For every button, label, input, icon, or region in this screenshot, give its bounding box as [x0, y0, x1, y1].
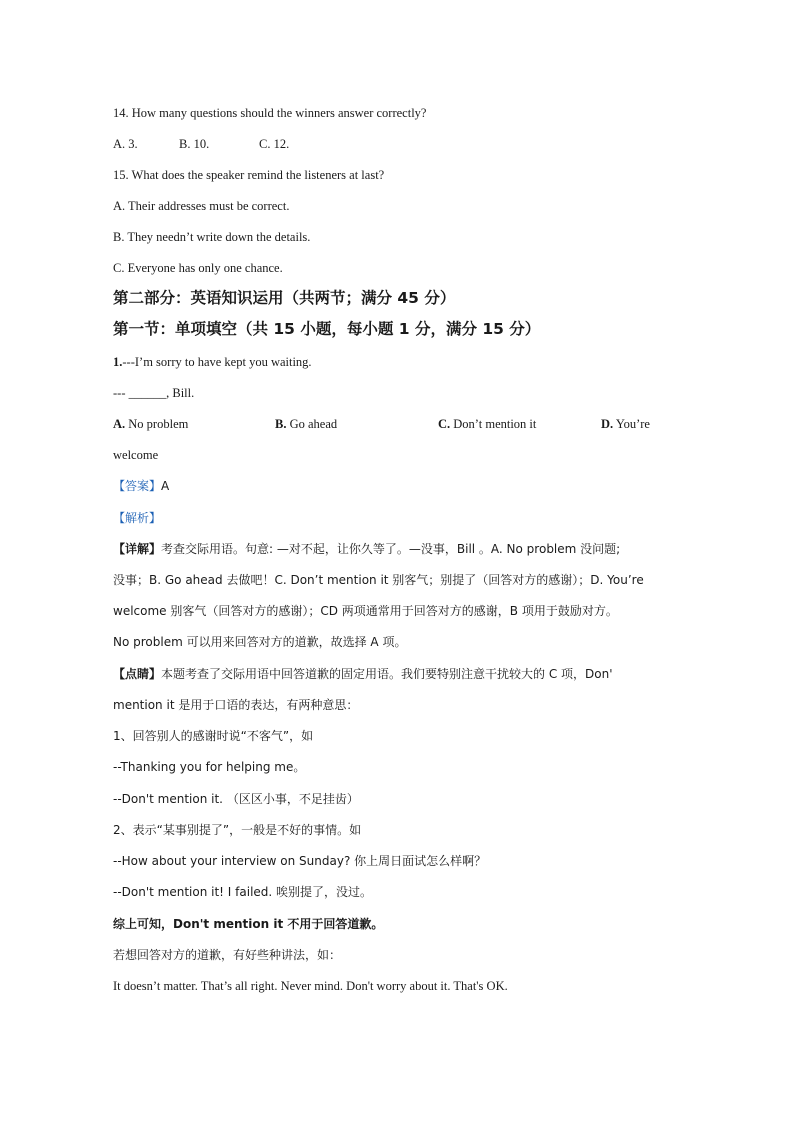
detail-line-2: 没事；B. Go ahead 去做吧！C. Don’t mention it 别客气；别提了（回答对方的感谢）；D. You’re [113, 573, 644, 587]
answer-value: A [161, 479, 170, 493]
meaning-2-example-2: --Don't mention it! I failed. 唉别提了，没过。 [113, 885, 373, 899]
detail-line-1: 【详解】考查交际用语。句意: —对不起，让你久等了。—没事，Bill 。A. No problem 没问题; [113, 542, 621, 556]
q1-option-c: C. Don’t mention it [438, 417, 537, 431]
q1-option-b: B. Go ahead [275, 417, 338, 431]
question-1-prompt: ---I’m sorry to have kept you waiting. [122, 355, 312, 369]
question-1-line2: --- ______, Bill. [113, 386, 195, 400]
q14-option-b: B. 10. [179, 137, 210, 151]
q14-option-a: A. 3. [113, 137, 138, 151]
q1-option-d-continued: welcome [113, 448, 159, 462]
answer-tag: 【答案】 [113, 479, 162, 493]
q14-option-c: C. 12. [259, 137, 290, 151]
meaning-2-example-1: --How about your interview on Sunday? 你上周日面试怎么样啊？ [113, 854, 487, 868]
meaning-1-title: 1、回答别人的感谢时说“不客气”，如 [113, 729, 314, 743]
question-1-number: 1. [113, 355, 123, 369]
question-15: 15. What does the speaker remind the listeners at last? [113, 168, 385, 182]
apology-examples: It doesn’t matter. That’s all right. Never mind. Don't worry about it. That's OK. [113, 979, 508, 993]
q15-option-c: C. Everyone has only one chance. [113, 261, 283, 275]
meaning-1-example-2: --Don't mention it. （区区小事，不足挂齿） [113, 792, 359, 806]
meaning-1-example-1: --Thanking you for helping me。 [113, 760, 306, 774]
tip-tag: 【点睛】 [113, 667, 162, 681]
question-1-line1 [113, 354, 312, 370]
q1-option-d: D. You’re [601, 417, 650, 431]
detail-tag: 【详解】 [113, 542, 162, 556]
section1-heading: 第一节：单项填空（共 15 小题，每小题 1 分，满分 15 分） [113, 320, 541, 338]
apology-intro: 若想回答对方的道歉，有好些种讲法，如： [113, 948, 342, 962]
detail-line-3: welcome 别客气（回答对方的感谢）；CD 两项通常用于回答对方的感谢，B 项用于鼓励对方。 [113, 604, 618, 618]
q1-option-a: A. No problem [113, 417, 189, 431]
tip-line-1: 【点睛】本题考查了交际用语中回答道歉的固定用语。我们要特别注意干扰较大的 C 项，Don' [113, 667, 613, 681]
summary: 综上可知，Don't mention it 不用于回答道歉。 [113, 917, 384, 931]
q15-option-a: A. Their addresses must be correct. [113, 199, 290, 213]
meaning-2-title: 2、表示“某事别提了”，一般是不好的事情。如 [113, 823, 362, 837]
answer-line [113, 478, 169, 494]
tip-line-2: mention it 是用于口语的表达，有两种意思： [113, 698, 359, 712]
part2-heading: 第二部分：英语知识运用（共两节；满分 45 分） [113, 289, 456, 307]
analysis-tag: 【解析】 [113, 511, 162, 525]
detail-line-4: No problem 可以用来回答对方的道歉，故选择 A 项。 [113, 635, 407, 649]
q15-option-b: B. They needn’t write down the details. [113, 230, 311, 244]
question-14: 14. How many questions should the winners answer correctly? [113, 106, 427, 120]
